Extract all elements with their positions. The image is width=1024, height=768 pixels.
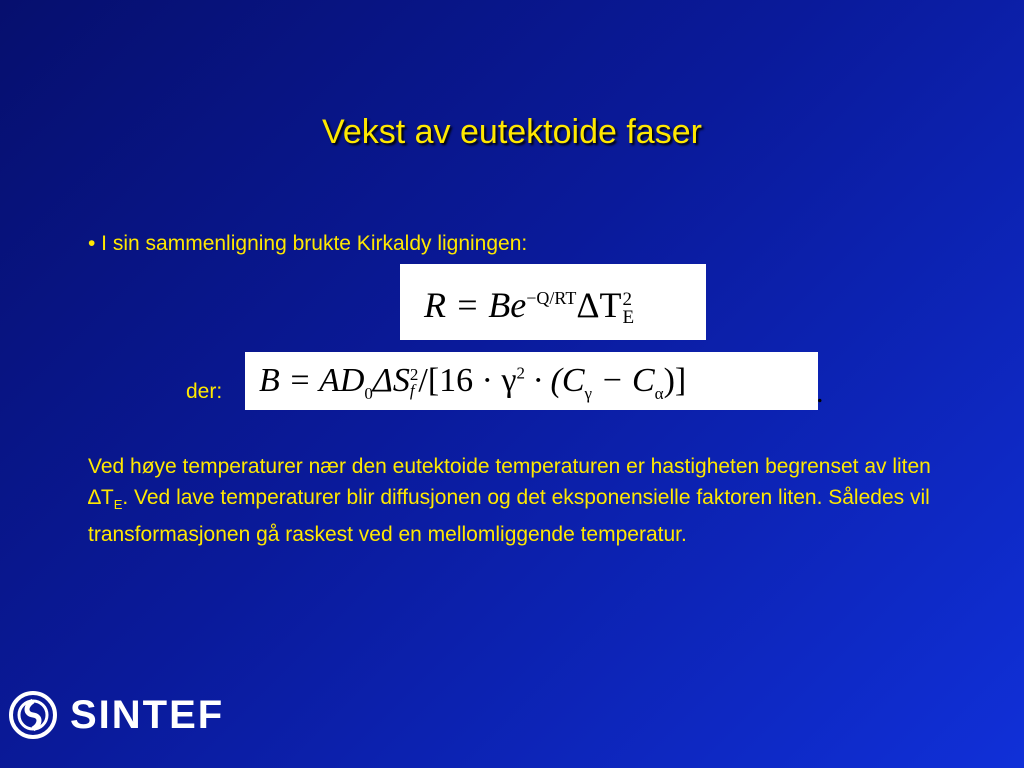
- eq1-lhs: R = Be: [424, 285, 527, 325]
- eq2-s-sub: f: [409, 381, 415, 401]
- eq2-gamma-sup: 2: [516, 363, 526, 383]
- explanation-paragraph: [88, 452, 938, 551]
- der-label: der:: [186, 380, 223, 403]
- eq2-delta-s: ΔS: [372, 362, 410, 399]
- eq1-delta: ΔT: [576, 285, 622, 325]
- eq2-s-sup: 2: [409, 365, 419, 385]
- eq2-lhs: B = AD: [259, 362, 365, 399]
- equation-rate: [400, 264, 706, 340]
- para-delta: ∆: [88, 485, 101, 509]
- equation-b: [245, 352, 818, 410]
- eq2-c-alpha-sub: α: [654, 383, 664, 403]
- eq2-c-gamma-sub: γ: [584, 383, 593, 403]
- eq2-mid: · (C: [525, 362, 585, 399]
- eq1-exponent: −Q/RT: [526, 288, 577, 308]
- eq2-tail: .: [816, 376, 824, 409]
- para-t: T: [100, 485, 114, 509]
- eq1-sub: E: [622, 306, 635, 328]
- para-part1: Ved høye temperaturer nær den eutektoide temperaturen er hastigheten begrenset av liten: [88, 455, 931, 478]
- sintef-logo: [8, 690, 224, 740]
- eq1-sup: 2: [622, 288, 632, 310]
- eq2-minus: − C: [592, 362, 655, 399]
- para-sub-e: E: [113, 496, 123, 512]
- bullet-text: • I sin sammenligning brukte Kirkaldy ligningen:: [88, 232, 528, 255]
- eq2-bracket-open: /[16 · γ: [418, 362, 517, 399]
- sintef-logo-icon: [8, 690, 58, 740]
- slide-title: Vekst av eutektoide faser: [322, 113, 702, 151]
- para-part2: . Ved lave temperaturer blir diffusjonen og det eksponensielle faktoren liten. Således vil transformasjonen gå raskest ved en mellomliggende temperatur.: [88, 485, 930, 547]
- logo-text: SINTEF: [70, 692, 225, 737]
- eq2-d-sub: 0: [364, 383, 373, 403]
- eq2-close: )]: [663, 362, 687, 399]
